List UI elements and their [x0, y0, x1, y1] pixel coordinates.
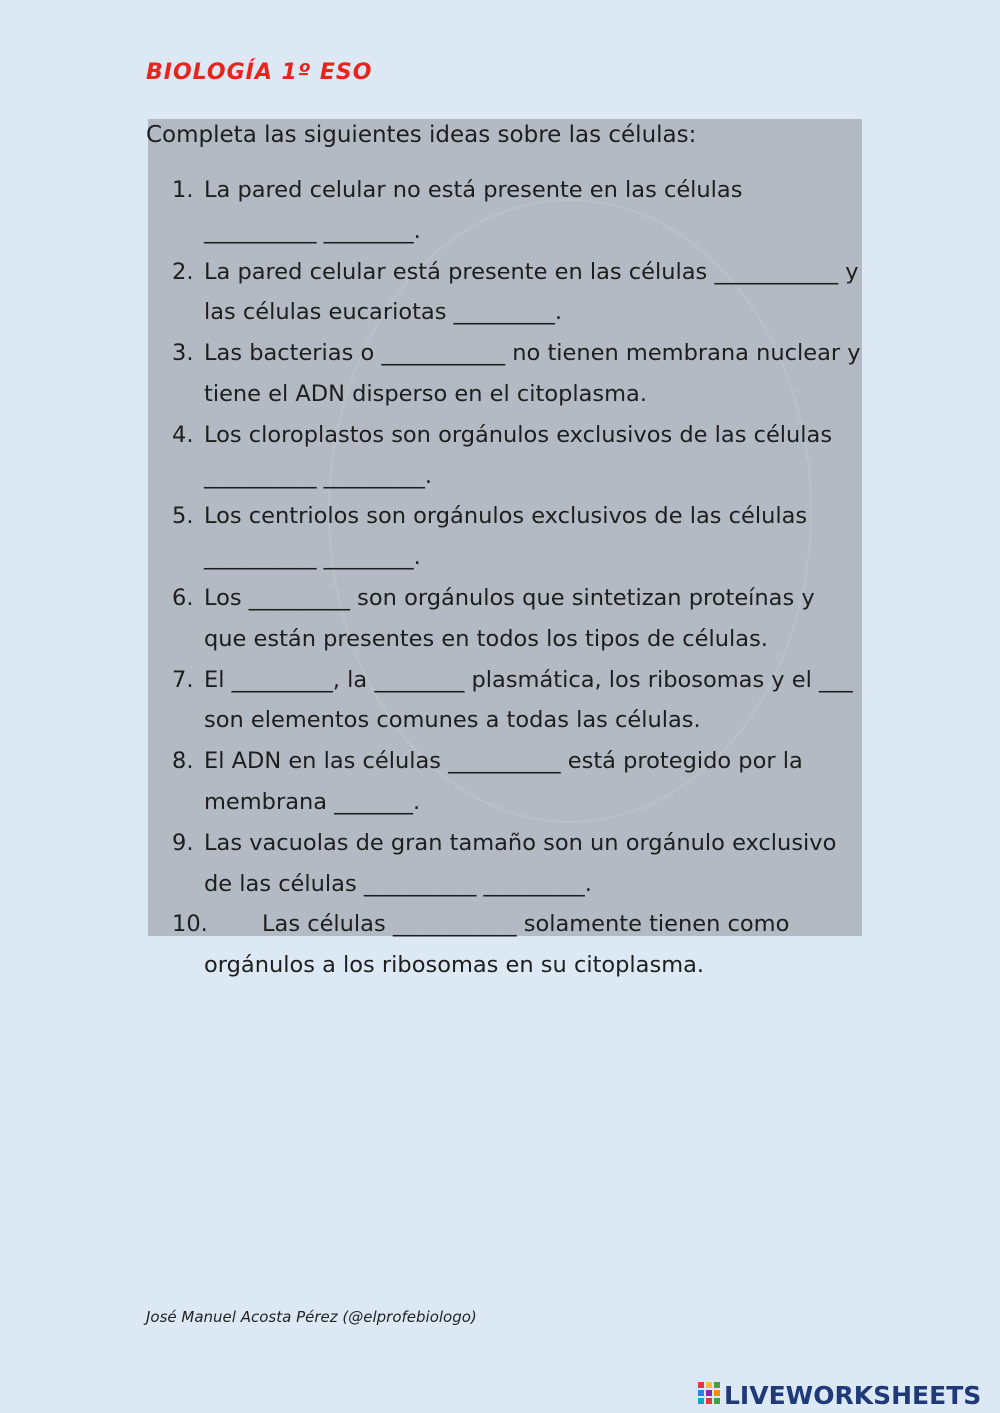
question-text: Los centriolos son orgánulos exclusivos de las células __________ ________.	[204, 503, 808, 571]
question-text: El ADN en las células __________ está protegido por la membrana _______.	[204, 748, 803, 815]
question-text: Las bacterias o ___________ no tienen membrana nuclear y tiene el ADN disperso en el citoplasma.	[204, 340, 861, 407]
question-item-8	[172, 741, 862, 823]
question-number: 5.	[172, 503, 194, 530]
brand-label: LIVEWORKSHEETS	[724, 1380, 982, 1410]
question-item-3	[172, 333, 862, 415]
question-number: 6.	[172, 584, 194, 611]
author-credit: José Manuel Acosta Pérez (@elprofebiologo)	[146, 1308, 477, 1326]
page-title: BIOLOGÍA 1º ESO	[146, 60, 373, 85]
question-number: 1.	[172, 177, 194, 203]
question-text: El _________, la ________ plasmática, los ribosomas y el ___ son elementos comunes a todas las células.	[204, 666, 853, 734]
question-text: La pared celular está presente en las células ___________ y las células eucariotas _________.	[204, 258, 859, 326]
question-text: Los _________ son orgánulos que sintetizan proteínas y que están presentes en todos los tipos de células.	[204, 584, 815, 652]
question-number: 4.	[172, 421, 194, 448]
question-item-6	[172, 578, 862, 660]
liveworksheets-logo-icon	[698, 1382, 720, 1408]
question-text: Las células ___________ solamente tienen como orgánulos a los ribosomas en su citoplasma.	[204, 911, 790, 979]
question-item-1	[172, 170, 862, 252]
question-number: 7.	[172, 666, 194, 693]
question-text: La pared celular no está presente en las células __________ ________.	[204, 177, 743, 244]
question-number: 9.	[172, 829, 194, 856]
question-number: 10.	[172, 911, 208, 938]
question-item-7	[172, 660, 862, 742]
question-number: 8.	[172, 748, 194, 775]
question-item-4	[172, 415, 862, 497]
question-list	[172, 170, 862, 986]
question-item-5	[172, 496, 862, 578]
question-item-9	[172, 823, 862, 905]
question-text: Los cloroplastos son orgánulos exclusivos de las células __________ _________.	[204, 421, 833, 489]
question-item-10	[172, 904, 862, 986]
question-number: 3.	[172, 340, 194, 367]
question-number: 2.	[172, 258, 194, 285]
question-item-2	[172, 252, 862, 334]
worksheet-intro: Completa las siguientes ideas sobre las células:	[146, 122, 697, 148]
liveworksheets-brand[interactable]	[698, 1379, 981, 1411]
question-text: Las vacuolas de gran tamaño son un orgánulo exclusivo de las células __________ _________.	[204, 829, 837, 897]
